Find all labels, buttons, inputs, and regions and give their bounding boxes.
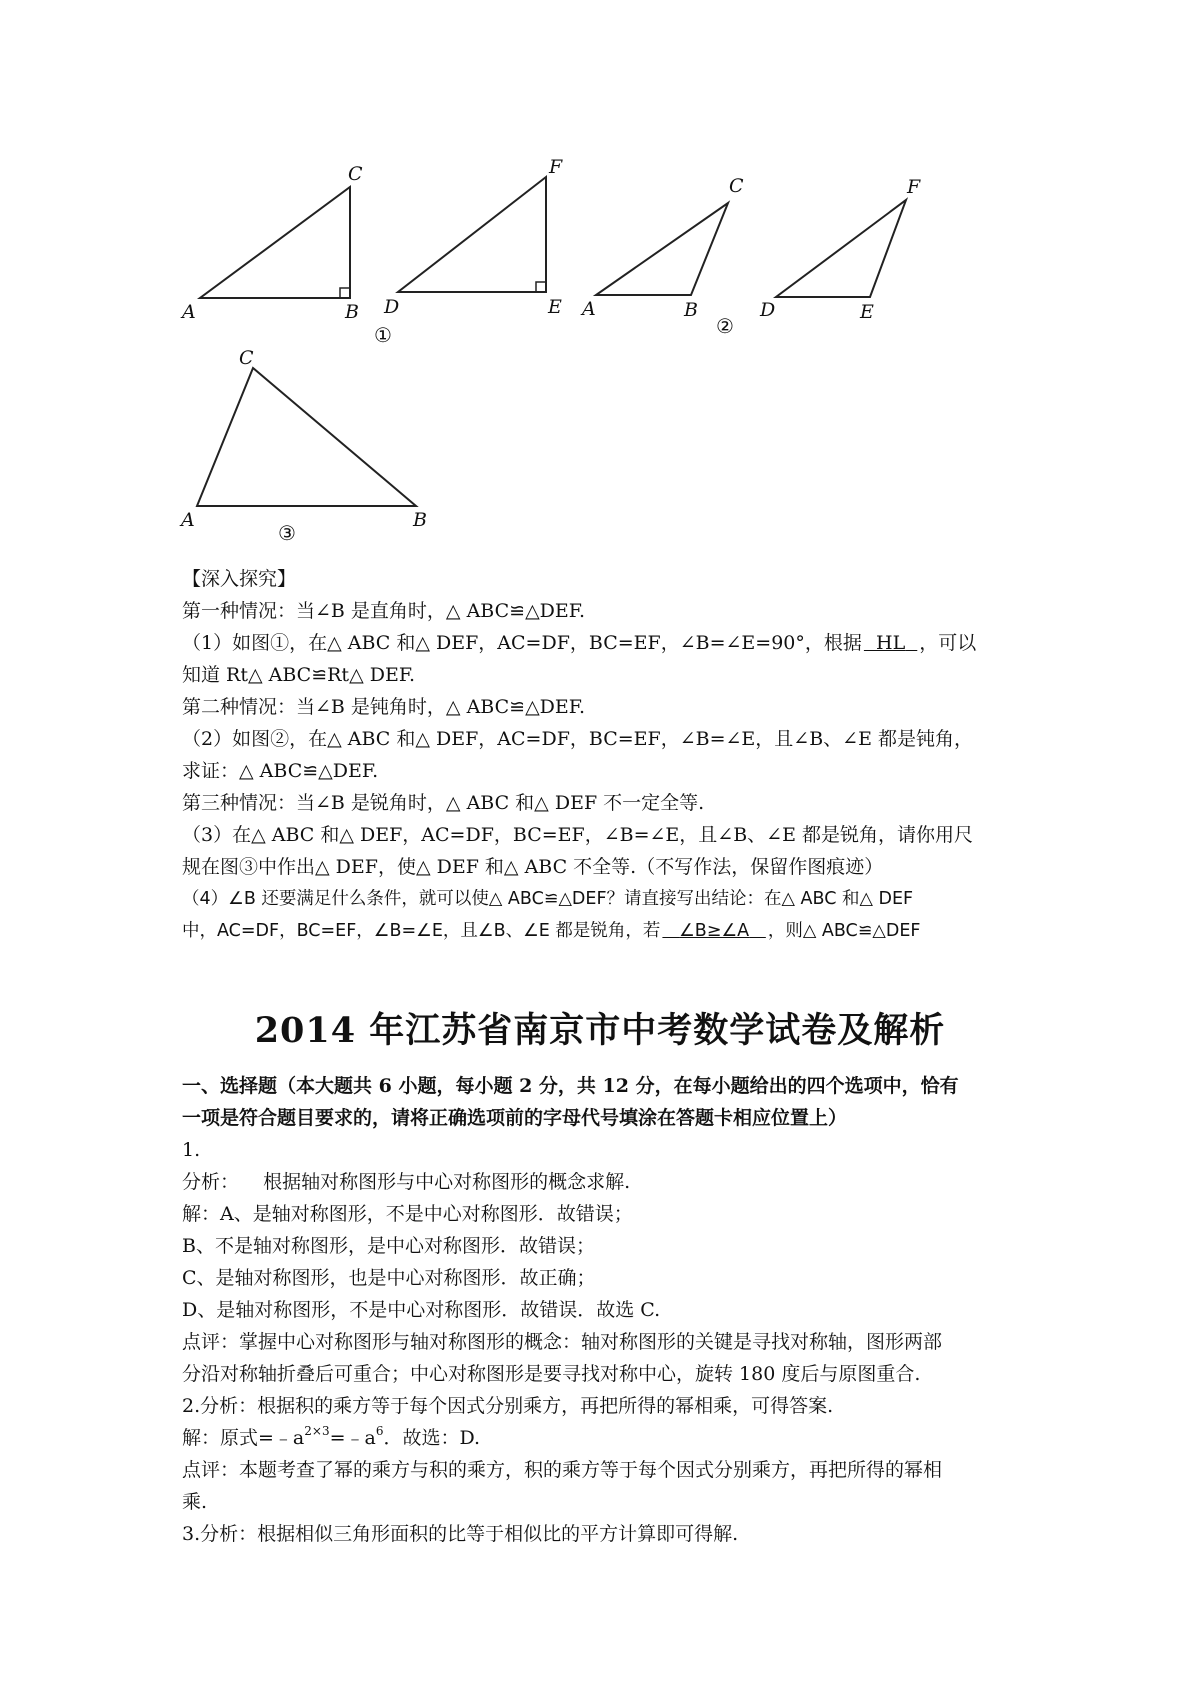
solution-1-c: C、是轴对称图形，也是中心对称图形．故正确； <box>182 1267 596 1289</box>
comment-1-cont: 分沿对称轴折叠后可重合；中心对称图形是要寻找对称中心，旋转 180 度后与原图重合. <box>182 1363 921 1385</box>
geometry-figures <box>0 0 1200 560</box>
exponent-1: 2×3 <box>304 1424 330 1438</box>
q4-text-end: ，则△ ABC≌△DEF <box>767 921 921 941</box>
label-fig3-c: C <box>239 347 254 369</box>
question-number-1: 1. <box>182 1139 201 1161</box>
solution-1-a: 解：A、是轴对称图形，不是中心对称图形．故错误； <box>182 1203 633 1225</box>
q4-text: 中，AC=DF，BC=EF，∠B=∠E，且∠B、∠E 都是锐角，若 <box>182 921 661 941</box>
label-fig3-b: B <box>413 509 427 531</box>
label-fig1-d: D <box>384 296 400 318</box>
question-4-cont <box>182 915 1042 947</box>
question-1-cont: 知道 Rt△ ABC≌Rt△ DEF. <box>182 664 416 686</box>
analysis-2: 2.分析：根据积的乘方等于每个因式分别乘方，再把所得的幂相乘，可得答案. <box>182 1395 834 1417</box>
label-fig1-f: F <box>549 156 563 178</box>
comment-2-cont: 乘. <box>182 1491 208 1513</box>
question-3-cont: 规在图③中作出△ DEF，使△ DEF 和△ ABC 不全等.（不写作法，保留作图痕迹） <box>182 856 884 878</box>
label-fig3-a: A <box>181 509 195 531</box>
document-title: 2014 年江苏省南京市中考数学试卷及解析 <box>254 1010 946 1051</box>
label-fig1-e: E <box>548 296 562 318</box>
right-angle-mark-b <box>340 288 350 298</box>
label-fig2-b: B <box>684 299 698 321</box>
label-fig1-c: C <box>348 163 363 185</box>
q1-answer: HL <box>876 632 906 654</box>
triangle-abc-fig2 <box>596 203 728 295</box>
comment-2: 点评：本题考查了幂的乘方与积的乘方，积的乘方等于每个因式分别乘方，再把所得的幂相 <box>182 1459 943 1481</box>
triangle-abc-fig3 <box>197 368 416 506</box>
case-2: 第二种情况：当∠B 是钝角时，△ ABC≌△DEF. <box>182 696 586 718</box>
label-fig2-a: A <box>582 298 596 320</box>
question-4: （4）∠B 还要满足什么条件，就可以使△ ABC≌△DEF？请直接写出结论：在△ ABC 和△ DEF <box>182 889 914 909</box>
question-3: （3）在△ ABC 和△ DEF，AC=DF，BC=EF，∠B=∠E，且∠B、∠E 都是锐角，请你用尺 <box>182 824 974 846</box>
triangle-abc-fig1 <box>200 187 350 298</box>
case-1: 第一种情况：当∠B 是直角时，△ ABC≌△DEF. <box>182 600 586 622</box>
choice-heading: 一、选择题（本大题共 6 小题，每小题 2 分，共 12 分，在每小题给出的四个选项中，恰有 <box>182 1075 959 1097</box>
q4-answer-blank <box>660 921 767 941</box>
exploration-section <box>182 563 1042 947</box>
label-fig2-e: E <box>860 301 874 323</box>
triangle-def-fig2 <box>776 200 906 297</box>
analysis-3: 3.分析：根据相似三角形面积的比等于相似比的平方计算即可得解. <box>182 1523 739 1545</box>
question-2: （2）如图②，在△ ABC 和△ DEF，AC=DF，BC=EF，∠B=∠E，且∠B、∠E 都是钝角， <box>182 728 974 750</box>
right-angle-mark-e <box>536 282 546 292</box>
question-1 <box>182 627 1042 659</box>
figure-number-1: ① <box>374 323 392 347</box>
case-3: 第三种情况：当∠B 是锐角时，△ ABC 和△ DEF 不一定全等. <box>182 792 705 814</box>
choice-heading-cont: 一项是符合题目要求的，请将正确选项前的字母代号填涂在答题卡相应位置上） <box>182 1107 848 1129</box>
question-2-cont: 求证：△ ABC≌△DEF. <box>182 760 379 782</box>
solution-1-b: B、不是轴对称图形，是中心对称图形．故错误； <box>182 1235 595 1257</box>
label-fig2-f: F <box>907 176 921 198</box>
label-fig2-d: D <box>760 299 776 321</box>
solution-1-d: D、是轴对称图形，不是中心对称图形．故错误．故选 C. <box>182 1299 661 1321</box>
solution-2-end: ．故选：D. <box>383 1427 481 1449</box>
q4-answer: ∠B≥∠A <box>679 921 750 941</box>
comment-1: 点评：掌握中心对称图形与轴对称图形的概念：轴对称图形的关键是寻找对称轴，图形两部 <box>182 1331 943 1353</box>
label-fig1-a: A <box>182 301 196 323</box>
solution-2-text: 解：原式=﹣a <box>182 1427 305 1449</box>
triangle-def-fig1 <box>398 177 546 292</box>
q1-text: （1）如图①，在△ ABC 和△ DEF，AC=DF，BC=EF，∠B=∠E=90°，根据 <box>182 632 862 654</box>
figure-number-3: ③ <box>278 521 296 545</box>
solution-2 <box>182 1422 1042 1454</box>
q1-text-end: ，可以 <box>919 632 977 654</box>
label-fig2-c: C <box>729 175 744 197</box>
section-heading: 【深入探究】 <box>182 568 297 590</box>
exponent-2: 6 <box>375 1424 384 1438</box>
q1-answer-blank <box>862 632 919 654</box>
label-fig1-b: B <box>345 301 359 323</box>
solutions-section <box>182 1070 1042 1550</box>
analysis-1: 分析： 根据轴对称图形与中心对称图形的概念求解. <box>182 1171 631 1193</box>
figure-number-2: ② <box>716 314 734 338</box>
solution-2-mid: =﹣a <box>329 1427 376 1449</box>
